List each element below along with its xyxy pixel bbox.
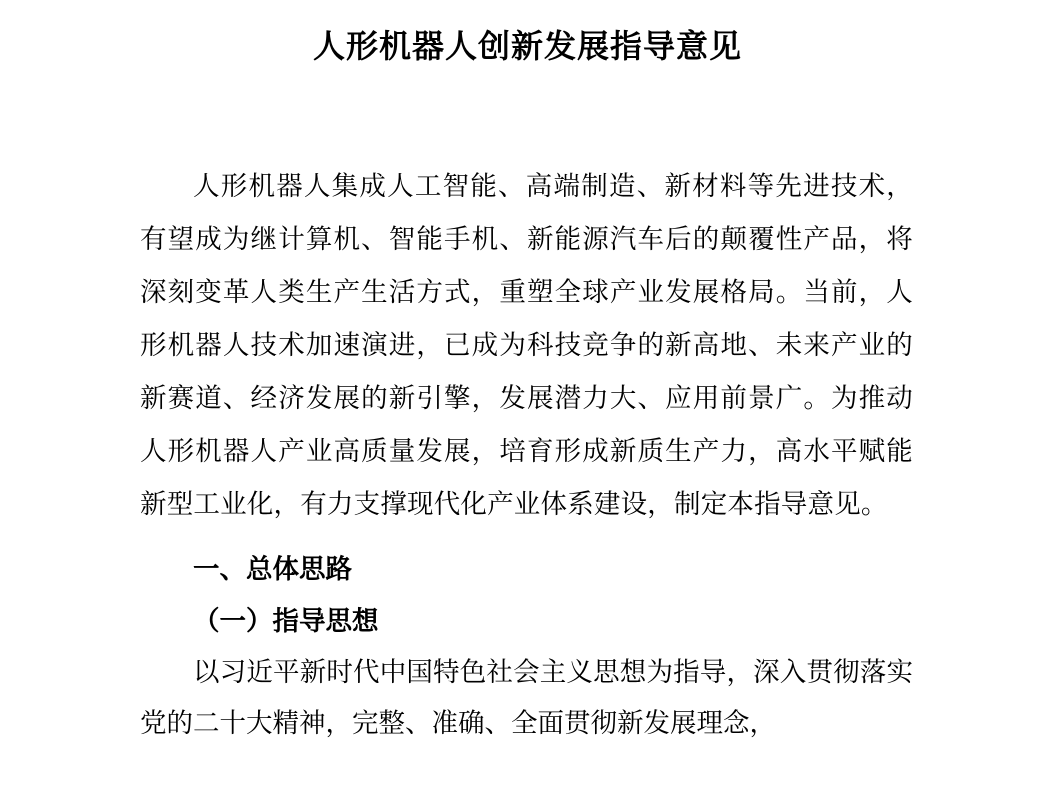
paragraph-guiding-ideology: 以习近平新时代中国特色社会主义思想为指导，深入贯彻落实党的二十大精神，完整、准确、全面贯彻新发展理念， [140,656,913,739]
section-heading-overall-approach: 一、总体思路 [193,553,352,585]
subsection-heading-guiding-ideology: （一）指导思想 [193,605,379,637]
paragraph-intro: 人形机器人集成人工智能、高端制造、新材料等先进技术，有望成为继计算机、智能手机、新能源汽车后的颠覆性产品，将深刻变革人类生产生活方式，重塑全球产业发展格局。当前，人形机器人技术加速演进，已成为科技竞争的新高地、未来产业的新赛道、经济发展的新引擎，发展潜力大、应用前景广。为推动人形机器人产业高质量发展，培育形成新质生产力，高水平赋能新型工业化，有力支撑现代化产业体系建设，制定本指导意见。 [140,170,913,520]
page-title: 人形机器人创新发展指导意见 [312,27,742,65]
document-body [0,160,1055,749]
